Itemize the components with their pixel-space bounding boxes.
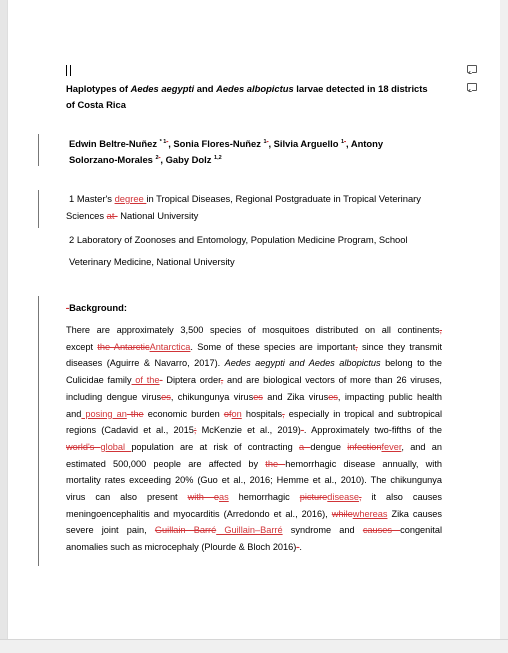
text-run: population are at risk of contracting: [131, 441, 299, 452]
text-cursor: [66, 65, 67, 76]
text-run: . Approximately two-fifths of the: [303, 425, 442, 436]
text-run: Aedes albopictus: [308, 358, 381, 369]
tracked-insertion: disease: [327, 492, 359, 503]
paragraph-line: [66, 539, 442, 556]
tracked-deletion: ,: [220, 375, 224, 386]
tracked-insertion: as: [219, 492, 229, 503]
change-bar: [38, 296, 39, 566]
text-run: , chikungunya virus: [170, 391, 254, 402]
text-run: meningoencephalitis and myocarditis (Arredondo et al., 2016),: [66, 508, 332, 519]
text-run: regions (Cadavid et al., 2015: [66, 425, 194, 436]
tracked-deletion: the: [265, 458, 286, 469]
text-run: and: [66, 408, 82, 419]
text-run: McKenzie et al., 2019): [196, 425, 301, 436]
text-run: Aedes aegypti: [224, 358, 285, 369]
tracked-insertion: whereas: [352, 508, 388, 519]
text-run: hemorrhagic: [228, 492, 300, 503]
text-run: hemorrhagic disease annually, with: [285, 458, 442, 469]
document-title: Haplotypes of Aedes aegypti and Aedes albopictus larvae detected in 18 districts: [66, 83, 428, 94]
tracked-deletion: -: [300, 425, 304, 436]
text-run: Diptera order: [162, 375, 221, 386]
tracked-deletion: Guillain Barré: [154, 525, 217, 536]
tracked-deletion: -: [159, 375, 163, 386]
tracked-deletion: ,: [282, 408, 285, 419]
affiliation-2-line2: Veterinary Medicine, National University: [69, 256, 235, 267]
comment-icon[interactable]: [467, 83, 477, 91]
tracked-insertion: on: [231, 408, 242, 419]
text-run: and Zika virus: [262, 391, 329, 402]
text-run: severe joint pain,: [66, 525, 155, 536]
paragraph-line: [66, 422, 442, 439]
text-run: estimated 500,000 people are affected by: [66, 458, 266, 469]
text-run: anomalies such as microcephaly (Plourde & Bloch 2016): [66, 542, 297, 553]
comment-icon[interactable]: [467, 65, 477, 73]
text-run: Culicidae family: [66, 375, 132, 386]
affiliation-2: 2 Laboratory of Zoonoses and Entomology, Population Medicine Program, School: [69, 234, 408, 245]
tracked-deletion: the Antarctic: [97, 341, 150, 352]
text-run: virus can also present: [66, 492, 188, 503]
paragraph-line: [66, 439, 442, 456]
text-run: diseases (Aguirre & Navarro, 2017).: [66, 358, 225, 369]
text-run: syndrome and: [282, 525, 363, 536]
tracked-deletion: ,: [355, 341, 358, 352]
text-run: it also causes: [361, 492, 442, 503]
affiliation-1: 1 Master's degree in Tropical Diseases, Regional Postgraduate in Tropical Veterinary: [69, 193, 421, 204]
tracked-deletion: while: [331, 508, 353, 519]
paragraph-line: [66, 506, 442, 523]
tracked-deletion: es: [328, 391, 338, 402]
text-run: except: [66, 341, 98, 352]
tracked-deletion: causes: [362, 525, 401, 536]
paragraph-line: [66, 339, 442, 356]
paragraph-line: [66, 389, 442, 406]
text-run: . Some of these species are important: [190, 341, 356, 352]
paragraph-line: [66, 456, 442, 473]
text-run: dengue: [310, 441, 348, 452]
tracked-deletion: es: [253, 391, 263, 402]
change-bar: [38, 134, 39, 166]
tracked-deletion: the: [126, 408, 144, 419]
status-bar: [0, 639, 508, 653]
change-bar: [38, 190, 39, 228]
paragraph-line: [66, 372, 442, 389]
text-run: belong to the: [380, 358, 443, 369]
author-list: Edwin Beltre-Nuñez $^{* 1-}$, Sonia Flores-Nuñez $^{1-}$, Silvia Arguello $^{1-}$, Antony: [69, 138, 384, 149]
paragraph-line: [66, 355, 442, 372]
tracked-deletion: picture: [299, 492, 328, 503]
tracked-deletion: ,: [439, 325, 442, 335]
text-run: and: [284, 358, 309, 369]
document-title-line2: of Costa Rica: [66, 99, 126, 110]
tracked-deletion: es: [161, 391, 171, 402]
text-run: including dengue virus: [66, 391, 162, 402]
paragraph-line: [66, 322, 442, 339]
section-heading: -Background:: [66, 302, 127, 313]
text-run: hospitals: [241, 408, 283, 419]
tracked-insertion: Antarctica: [149, 341, 191, 352]
text-run: since they transmit: [357, 341, 443, 352]
text-run: Zika causes: [387, 508, 443, 519]
tracked-deletion: ;: [193, 425, 197, 436]
text-run: .: [299, 542, 302, 553]
text-run: congenital: [400, 525, 443, 536]
text-cursor: [70, 65, 71, 76]
text-run: , impacting public health: [337, 391, 443, 402]
vertical-scrollbar[interactable]: [500, 0, 508, 653]
affiliation-1-line2: Sciences at- National University: [66, 210, 199, 221]
tracked-insertion: fever: [381, 441, 402, 452]
body-paragraph: [66, 322, 442, 556]
tracked-insertion: Guillain–Barré: [216, 525, 283, 536]
paragraph-line: [66, 522, 442, 539]
author-list-line2: Solorzano-Morales $^{2-}$, Gaby Dolz $^{1,2}$: [69, 154, 222, 165]
tracked-insertion: of the: [131, 375, 160, 386]
tracked-deletion: -: [296, 542, 300, 553]
text-run: mortality rates exceeding 20% (Guo et al., 2016; Hemme et al., 2010). The chikungunya: [66, 475, 442, 486]
paragraph-line: [66, 472, 442, 489]
text-run: and are biological vectors of more than 26 viruses,: [223, 375, 442, 386]
tracked-deletion: world's: [66, 441, 101, 452]
tracked-deletion: infection: [347, 441, 382, 452]
text-run: economic burden: [143, 408, 224, 419]
text-run: There are approximately 3,500 species of mosquitoes distributed on all continents: [66, 325, 440, 335]
tracked-deletion: of: [223, 408, 232, 419]
text-run: especially in tropical and subtropical: [284, 408, 442, 419]
paragraph-line: [66, 406, 442, 423]
tracked-deletion: a: [298, 441, 311, 452]
tracked-deletion: ,: [358, 492, 362, 503]
paragraph-line: [66, 489, 442, 506]
tracked-insertion: global: [100, 441, 132, 452]
text-run: , and an: [401, 441, 442, 452]
tracked-insertion: posing an: [81, 408, 127, 419]
tracked-deletion: with e: [187, 492, 219, 503]
